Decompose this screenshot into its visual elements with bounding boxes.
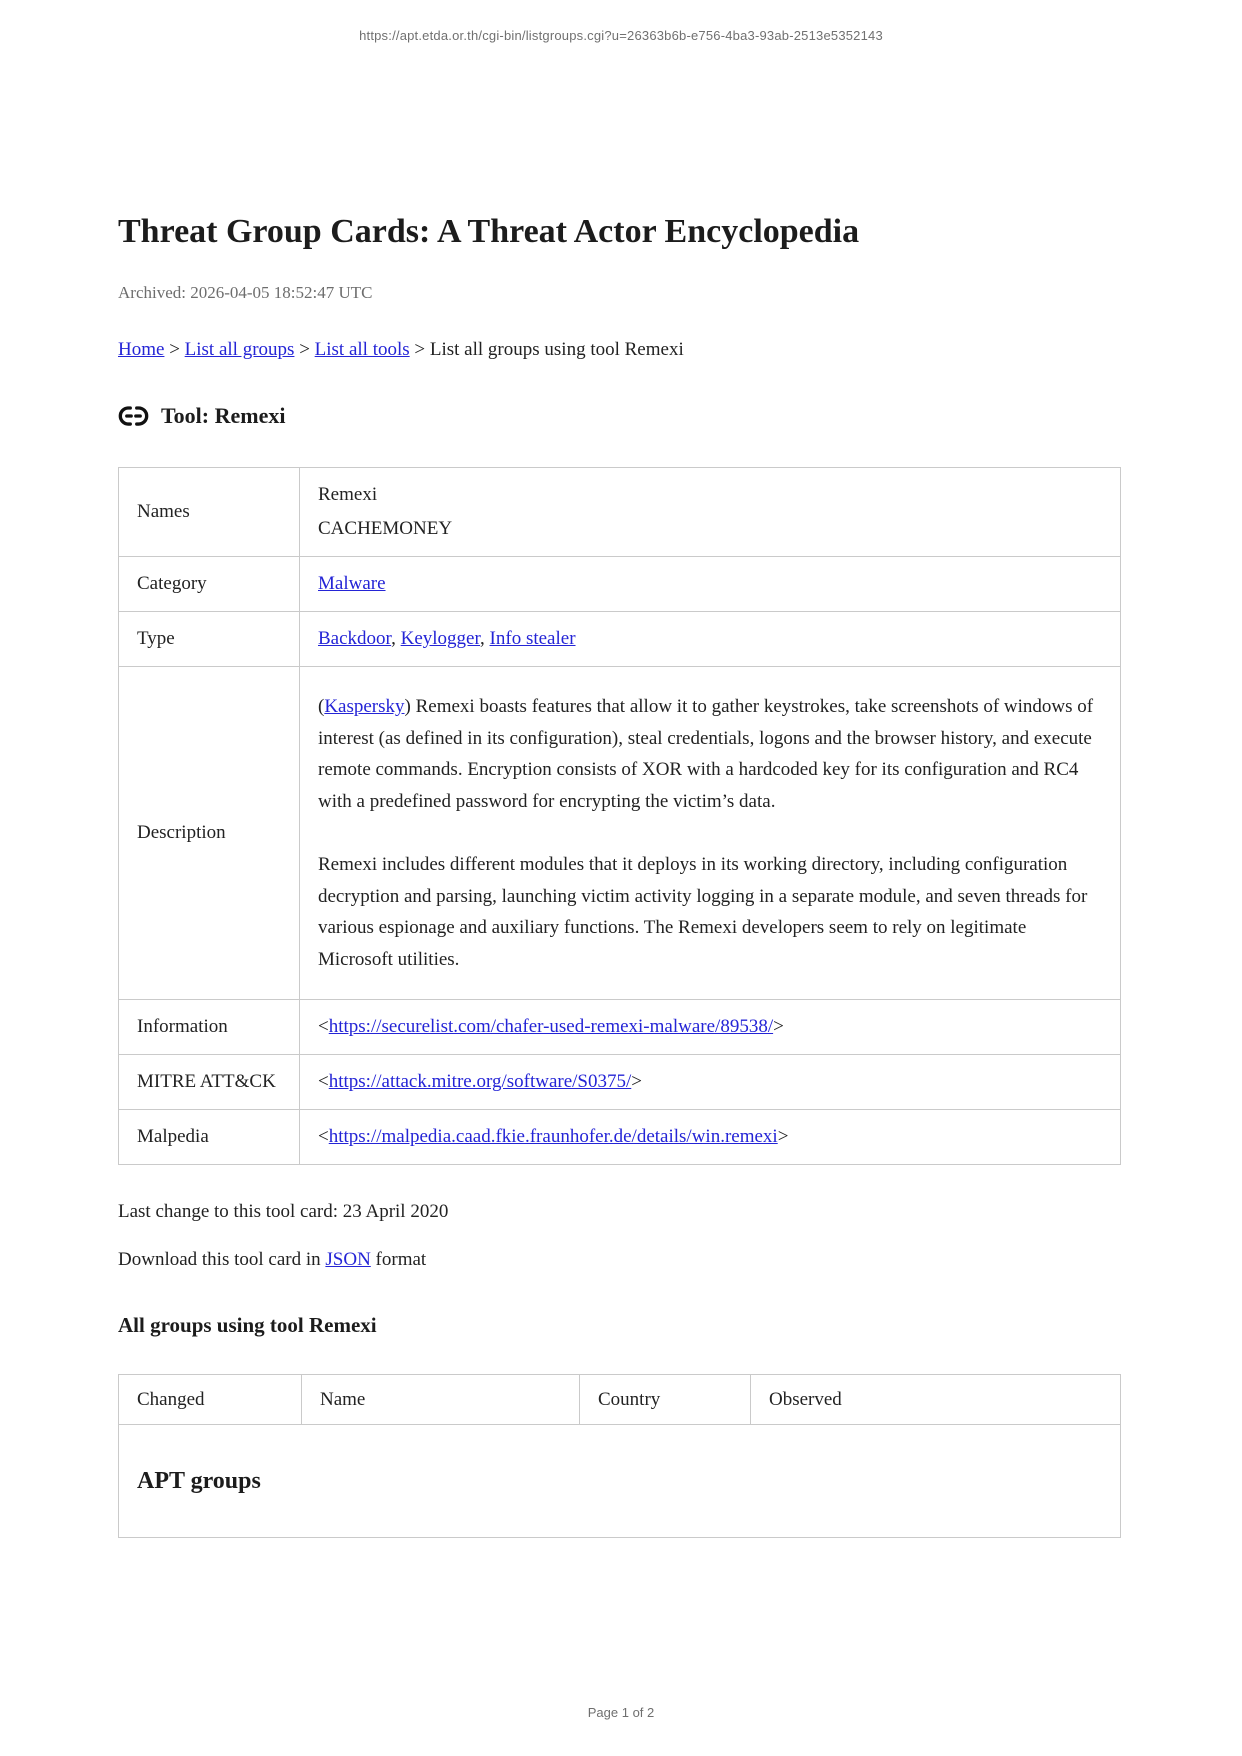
angle-bracket-close: > (777, 1126, 789, 1148)
description-paragraph-2: Remexi includes different modules that it deploys in its working directory, including configuration decryption and parsing, launching victim activity logging in a separate module, and seven threads for various espionage and auxiliary functions. The Remexi developers seem to rely on legitimate Microsoft utilities. (318, 854, 1088, 970)
column-header-changed: Changed (119, 1375, 302, 1425)
paren-open: ( (318, 696, 325, 718)
tool-heading-label: Tool: Remexi (161, 403, 286, 429)
table-row-description (119, 667, 1121, 1000)
column-header-name: Name (302, 1375, 580, 1425)
column-header-country: Country (580, 1375, 751, 1425)
groups-header-row (119, 1375, 1121, 1425)
type-label-cell: Type (119, 612, 300, 667)
type-value-cell (300, 612, 1121, 667)
malpedia-value-cell (300, 1110, 1121, 1165)
type-keylogger-link[interactable]: Keylogger (400, 628, 481, 650)
tool-name-alias: CACHEMONEY (318, 518, 453, 540)
download-note-suffix: format (370, 1249, 427, 1271)
breadcrumb-list-all-groups-link[interactable]: List all groups (184, 339, 295, 361)
table-row-category (119, 557, 1121, 612)
angle-bracket-open: < (318, 1016, 329, 1038)
kaspersky-source-link[interactable]: Kaspersky (324, 696, 405, 718)
groups-table (118, 1374, 1121, 1538)
table-row-malpedia (119, 1110, 1121, 1165)
table-row-mitre (119, 1055, 1121, 1110)
description-paragraph-1-text: ) Remexi boasts features that allow it to gather keystrokes, take screenshots of windows of interest (as defined in its configuration), steal credentials, logons and the browser history, and execute remote commands. Encryption consists of XOR with a hardcoded key for its configuration and RC4 with a predefined password for encrypting the victim’s data. (318, 696, 1094, 812)
breadcrumb-separator: > (164, 339, 185, 361)
tool-card-table (118, 467, 1121, 1165)
malpedia-label-cell: Malpedia (119, 1110, 300, 1165)
table-row-type (119, 612, 1121, 667)
names-value-cell (300, 468, 1121, 557)
table-row-information (119, 1000, 1121, 1055)
mitre-value-cell (300, 1055, 1121, 1110)
category-malware-link[interactable]: Malware (318, 573, 386, 595)
archived-timestamp: Archived: 2026-04-05 18:52:47 UTC (118, 283, 373, 303)
breadcrumb-list-all-tools-link[interactable]: List all tools (314, 339, 410, 361)
type-info-stealer-link[interactable]: Info stealer (489, 628, 576, 650)
archive-source-url: https://apt.etda.or.th/cgi-bin/listgroups.cgi?u=26363b6b-e756-4ba3-93ab-2513e5352143 (359, 28, 883, 43)
angle-bracket-close: > (631, 1071, 642, 1093)
breadcrumb-current-page: List all groups using tool Remexi (429, 339, 684, 361)
type-separator: , (480, 628, 490, 650)
type-separator: , (391, 628, 401, 650)
apt-groups-section-label: APT groups (119, 1425, 1121, 1538)
information-label-cell: Information (119, 1000, 300, 1055)
category-value-cell (300, 557, 1121, 612)
names-label-cell: Names (119, 468, 300, 557)
angle-bracket-close: > (773, 1016, 784, 1038)
breadcrumb-home-link[interactable]: Home (118, 339, 165, 361)
description-value-cell (300, 667, 1121, 1000)
breadcrumb (118, 339, 1120, 361)
mitre-label-cell: MITRE ATT&CK (119, 1055, 300, 1110)
securelist-article-link[interactable]: https://securelist.com/chafer-used-remexi-malware/89538/ (328, 1016, 774, 1038)
description-label-cell: Description (119, 667, 300, 1000)
breadcrumb-separator: > (294, 339, 315, 361)
page-title: Threat Group Cards: A Threat Actor Encyclopedia (118, 213, 860, 250)
chain-link-icon[interactable] (118, 405, 149, 427)
type-backdoor-link[interactable]: Backdoor (318, 628, 392, 650)
apt-groups-section-row (119, 1425, 1121, 1538)
angle-bracket-open: < (318, 1126, 329, 1148)
page-number: Page 1 of 2 (587, 1705, 655, 1720)
angle-bracket-open: < (318, 1071, 329, 1093)
download-note-prefix: Download this tool card in (118, 1249, 326, 1271)
column-header-observed: Observed (751, 1375, 1121, 1425)
download-json-link[interactable]: JSON (325, 1249, 371, 1271)
tool-heading (118, 403, 1120, 429)
mitre-software-link[interactable]: https://attack.mitre.org/software/S0375/ (328, 1071, 632, 1093)
table-row-names (119, 468, 1121, 557)
groups-section-heading: All groups using tool Remexi (118, 1313, 377, 1338)
download-note (118, 1249, 1120, 1271)
description-paragraph-1 (318, 691, 1102, 817)
breadcrumb-separator: > (409, 339, 430, 361)
malpedia-details-link[interactable]: https://malpedia.caad.fkie.fraunhofer.de/details/win.remexi (328, 1126, 778, 1148)
information-value-cell (300, 1000, 1121, 1055)
last-change-note: Last change to this tool card: 23 April 2020 (118, 1201, 449, 1223)
tool-name-primary: Remexi (318, 484, 378, 506)
page-content (118, 0, 1120, 1538)
category-label-cell: Category (119, 557, 300, 612)
